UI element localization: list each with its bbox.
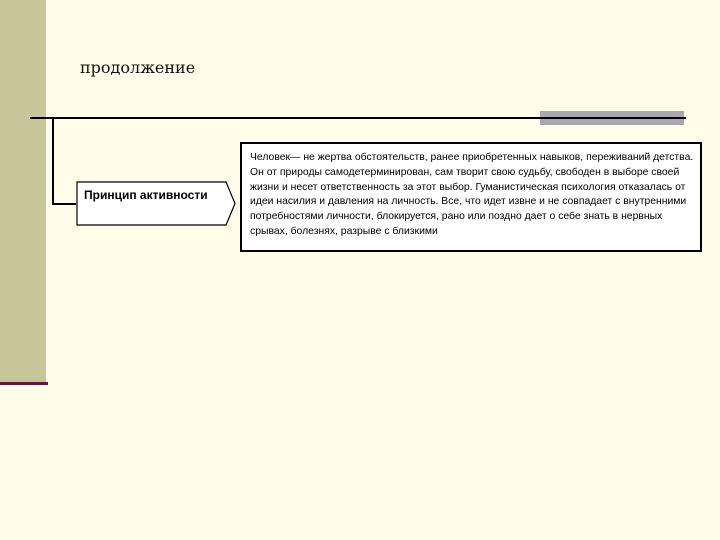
left-decorative-band	[0, 0, 46, 385]
connector-horizontal-line	[52, 203, 76, 205]
principle-label: Принцип активности	[84, 188, 208, 202]
description-box	[240, 142, 702, 252]
slide-title: продолжение	[80, 58, 196, 77]
left-band-rule	[0, 382, 48, 385]
title-accent-rule	[540, 117, 684, 119]
connector-vertical-line	[52, 118, 54, 204]
description-text: Человек— не жертва обстоятельств, ранее приобретенных навыков, переживаний детства. Он от природы самодетерминирован, сам творит свою судьбу, свободен в выборе своей жизни и несет ответственность за этот выбор. Гуманистическая психология отказалась от идеи насилия и давления на личность. Все, что идет извне и не совпадает с внутренними потребностями личности, блокируется, рано или поздно дает о себе знать в нервных срывах, болезнях, разрыве с близкими	[250, 152, 694, 237]
principle-box	[76, 181, 236, 226]
